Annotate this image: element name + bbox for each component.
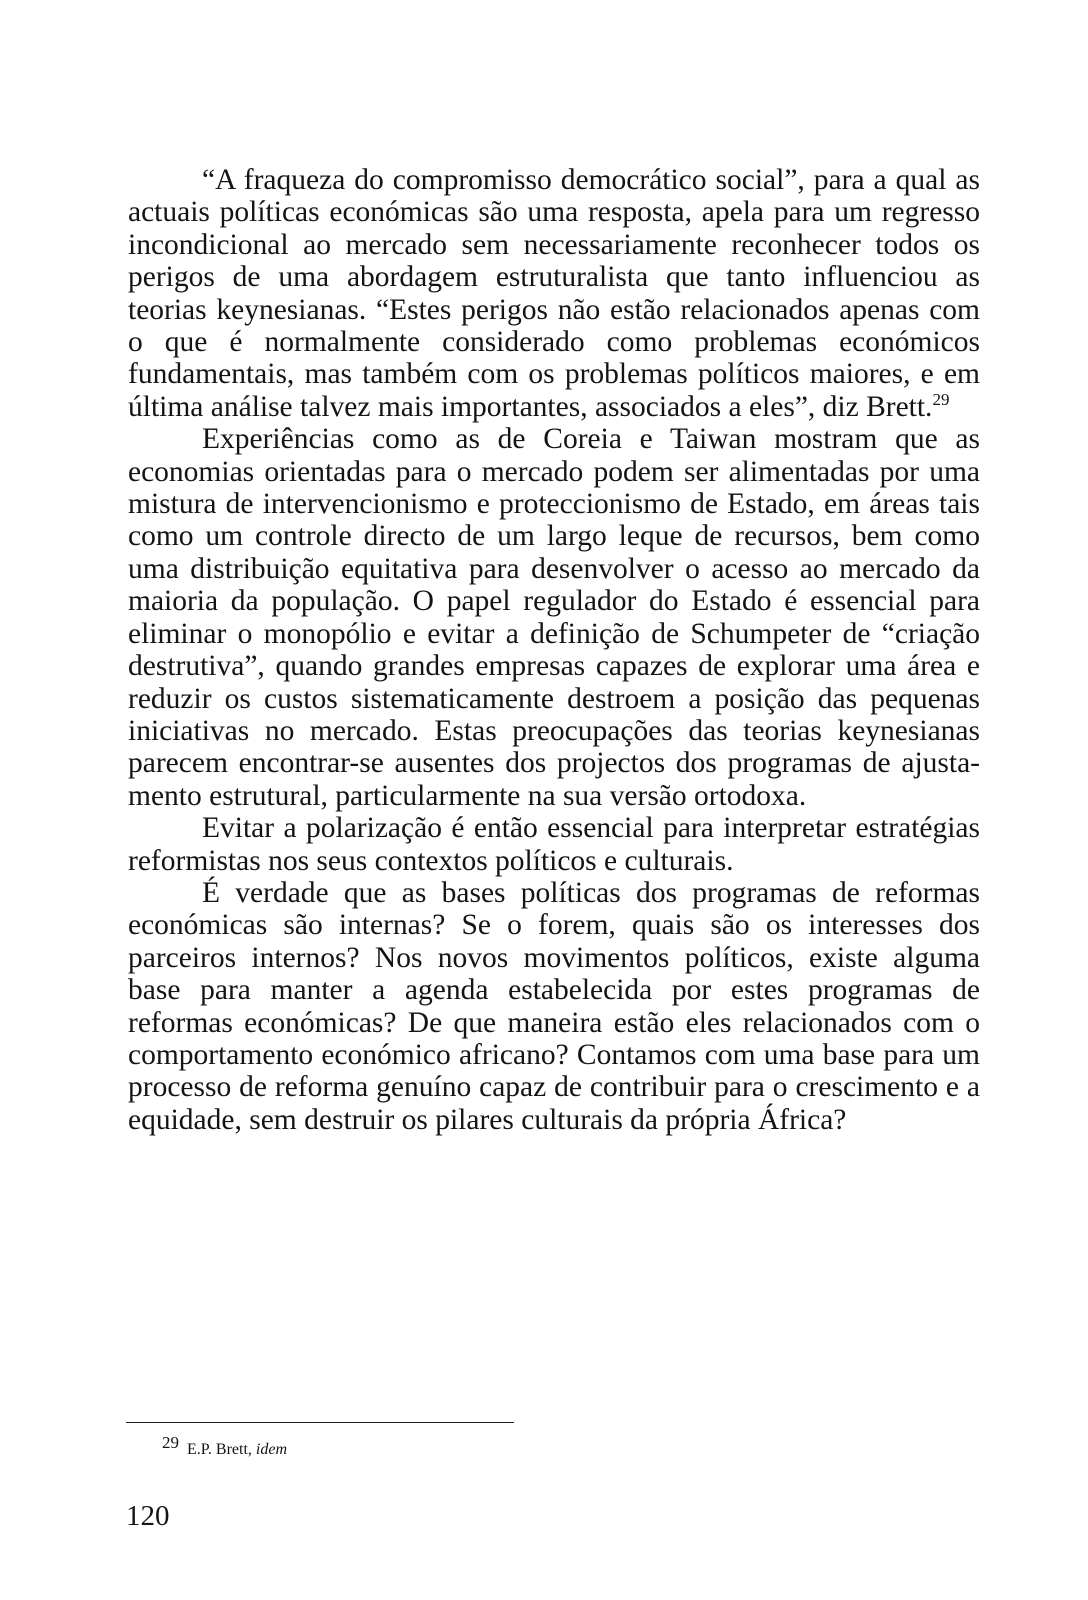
paragraph-1 bbox=[128, 164, 980, 423]
footnote-divider bbox=[126, 1422, 514, 1423]
page-number: 120 bbox=[126, 1500, 170, 1532]
footnote-source: idem bbox=[255, 1441, 287, 1458]
footnote bbox=[162, 1432, 287, 1460]
paragraph-4 bbox=[128, 877, 980, 1136]
paragraph-4-text: É verdade que as bases políticas dos programas de reformas económicas são internas? Se o forem, quais são os interesses dos parceiros internos? Nos novos movimentos políticos, existe alguma base para manter a agenda estabelecida por estes programas de reformas económicas? De que maneira estão eles relacionados com o comportamento económico africano? Contamos com uma base para um processo de reforma genuíno capaz de contribuir para o crescimento e a equidade, sem destruir os pilares culturais da própria África? bbox=[128, 876, 980, 1136]
paragraph-1-text: “A fraqueza do compromisso democrático social”, para a qual as actuais políticas económicas são uma resposta, apela para um regresso incondicional ao mercado sem necessariamente reconhecer todos os perigos de uma abordagem estruturalista que tanto influenciou as teorias keynesianas. “Estes perigos não estão relacionados apenas com o que é normalmente considerado como problemas económicos fundamentais, mas também com os problemas políticos maiores, e em última análise talvez mais importantes, associados a eles”, diz Brett. bbox=[128, 164, 980, 423]
footnote-reference-29: 29 bbox=[932, 390, 950, 410]
paragraph-2-text: Experiências como as de Coreia e Taiwan mostram que as economias orientadas para o mercado podem ser alimentadas por uma mistura de intervencionismo e proteccionismo de Estado, em áreas tais como um controle directo de um largo leque de recursos, bem como uma distribuição equitativa para desenvolver o acesso ao mercado da maioria da população. O papel regulador do Estado é essencial para eliminar o monopólio e evitar a definição de Schumpeter de “criação destrutiva”, quando grandes empresas capazes de explorar uma área e reduzir os custos sistematicamente destroem a posição das pequenas iniciativas no mercado. Estas preocupações das teorias keynesianas parecem encontrar-se ausentes dos projectos dos programas de ajustamento estrutural, particularmente na sua versão ortodoxa. bbox=[128, 423, 980, 812]
body-text bbox=[128, 164, 980, 1136]
footnote-number: 29 bbox=[162, 1432, 179, 1452]
paragraph-3-text: Evitar a polarização é então essencial para interpretar estratégias reformistas nos seus contextos políticos e culturais. bbox=[128, 812, 980, 877]
footnote-author: E.P. Brett, bbox=[187, 1441, 252, 1458]
paragraph-2 bbox=[128, 423, 980, 812]
paragraph-3 bbox=[128, 812, 980, 877]
